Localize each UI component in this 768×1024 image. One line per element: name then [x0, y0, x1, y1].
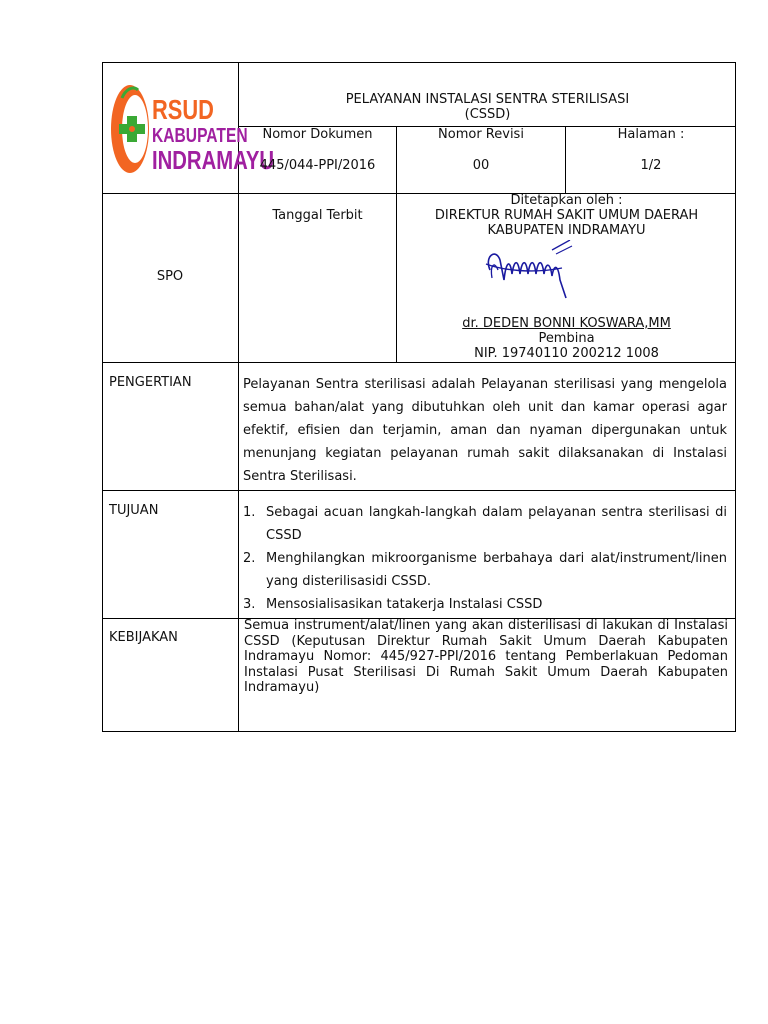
tujuan-label: TUJUAN: [109, 503, 159, 518]
director-title-line1: DIREKTUR RUMAH SAKIT UMUM DAERAH: [434, 208, 699, 223]
revision-value: 00: [472, 158, 490, 173]
document-title: PELAYANAN INSTALASI SENTRA STERILISASI: [345, 92, 630, 107]
list-item-number: 3.: [243, 597, 256, 612]
signer-nip: NIP. 19740110 200212 1008: [474, 346, 659, 361]
page-label: Halaman :: [617, 127, 685, 142]
logo-text-rsud: RSUD: [152, 94, 214, 125]
pengertian-row-divider: [102, 490, 736, 491]
director-title-line2: KABUPATEN INDRAMAYU: [487, 223, 646, 238]
spo-label: SPO: [156, 269, 184, 284]
list-item-text: Menghilangkan mikroorganisme berbahaya dari alat/instrument/linen yang disterilisasidi CSSD.: [266, 551, 727, 589]
rsud-logo: [108, 76, 275, 178]
kebijakan-label: KEBIJAKAN: [109, 630, 178, 645]
logo-text-kabupaten: KABUPATEN: [152, 125, 248, 147]
signer-name: dr. DEDEN BONNI KOSWARA,MM: [462, 316, 671, 331]
revision-label: Nomor Revisi: [438, 127, 524, 142]
hospital-cross-logo-icon: [108, 76, 152, 178]
doc-number-label: Nomor Dokumen: [262, 127, 373, 142]
issue-date-label: Tanggal Terbit: [272, 208, 363, 223]
list-item-text: Mensosialisasikan tatakerja Instalasi CSSD: [266, 597, 543, 612]
list-item-number: 1.: [243, 505, 256, 520]
doc-number-value: 445/044-PPI/2016: [259, 158, 376, 173]
list-item: [243, 593, 727, 616]
list-item-text: Sebagai acuan langkah-langkah dalam pelayanan sentra sterilisasi di CSSD: [266, 505, 727, 543]
list-item: [243, 501, 727, 547]
spo-row-divider: [102, 362, 736, 363]
established-by: Ditetapkan oleh :: [510, 193, 623, 208]
logo-text-indramayu: INDRAMAYU: [152, 145, 275, 175]
signer-rank: Pembina: [538, 331, 595, 346]
document-subtitle: (CSSD): [464, 107, 511, 122]
list-item-number: 2.: [243, 551, 256, 566]
pengertian-text: Pelayanan Sentra sterilisasi adalah Pelayanan sterilisasi yang mengelola semua bahan/alat yang dibutuhkan oleh unit dan kamar operasi agar efektif, efisien dan terjamin, aman dan nyaman dipergunakan untuk menunjang kegiatan pelayanan rumah sakit dilaksanakan di Instalasi Sentra Sterilisasi.: [243, 377, 727, 484]
tujuan-list: [243, 501, 727, 616]
kebijakan-text: Semua instrument/alat/linen yang akan disterilisasi di lakukan di Instalasi CSSD (Keputusan Direktur Rumah Sakit Umum Daerah Kabupaten Indramayu Nomor: 445/927-PPI/2016 tentang Pemberlakuan Pedoman Instalasi Pusat Sterilisasi Di Rumah Sakit Umum Daerah Kabupaten Indramayu): [244, 618, 728, 695]
page-value: 1/2: [640, 158, 662, 173]
list-item: [243, 547, 727, 593]
pengertian-label: PENGERTIAN: [109, 375, 192, 390]
spo-document: [102, 62, 736, 732]
signature-image: [482, 240, 574, 310]
